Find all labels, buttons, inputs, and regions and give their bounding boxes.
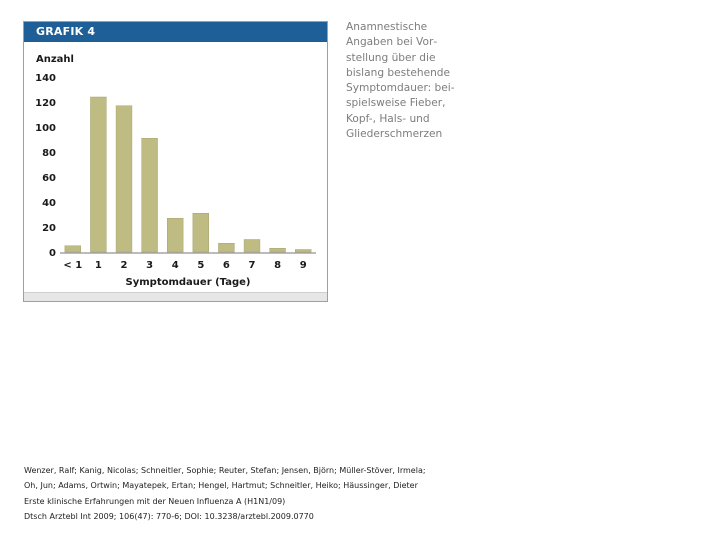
bar [90,97,106,252]
y-tick-label: 80 [42,148,56,159]
x-axis-title: Symptomdauer (Tage) [125,277,251,288]
bar [244,240,260,253]
y-axis-title: Anzahl [36,54,74,65]
x-tick-label: 6 [222,260,230,271]
y-tick-label: 0 [49,248,56,259]
y-tick-label: 120 [35,98,56,109]
y-tick-label: 20 [42,223,56,234]
bar [167,218,183,252]
x-tick-labels [63,260,306,271]
bar [116,106,132,252]
citation-authors-line-2: Oh, Jun; Adams, Ortwin; Mayatepek, Ertan; Hengel, Hartmut; Schneitler, Heiko; Häussinger, Dieter [24,481,418,491]
x-tick-label: < 1 [63,260,83,271]
x-tick-label: 3 [146,260,154,271]
x-tick-label: 9 [299,260,307,271]
y-tick-label: 140 [35,73,56,84]
figure-caption: Anamnestische Angaben bei Vorstellung über die bislang bestehende Symptomdauer: beispielsweise Fieber, Kopf-, Hals- und Gliederschmerzen [346,21,455,141]
x-tick-label: 4 [171,260,179,271]
bars [65,97,311,252]
y-tick-label: 100 [35,123,56,134]
figure-label: GRAFIK 4 [36,25,96,38]
y-tick-labels [35,73,56,259]
figure-panel [23,21,328,302]
figure-footer-band [24,292,327,301]
x-tick-label: 5 [197,260,205,271]
x-tick-label: 8 [274,260,282,271]
citation-source: Dtsch Arztebl Int 2009; 106(47): 770-6; DOI: 10.3238/arztebl.2009.0770 [24,512,314,522]
bar [142,138,158,252]
bar [218,243,234,252]
x-tick-label: 2 [120,260,128,271]
bar [270,248,286,252]
x-tick-label: 7 [248,260,256,271]
citation-title: Erste klinische Erfahrungen mit der Neuen Influenza A (H1N1/09) [24,496,286,506]
bar [295,250,311,253]
bar-chart [24,22,329,303]
citation-authors-line-1: Wenzer, Ralf; Kanig, Nicolas; Schneitler, Sophie; Reuter, Stefan; Jensen, Björn; Müller-Stöver, Irmela; [24,466,426,475]
bar [65,246,81,252]
x-tick-label: 1 [94,260,102,271]
bar [193,213,209,252]
y-tick-label: 60 [42,173,56,184]
y-tick-label: 40 [42,198,56,209]
citation [24,463,484,525]
